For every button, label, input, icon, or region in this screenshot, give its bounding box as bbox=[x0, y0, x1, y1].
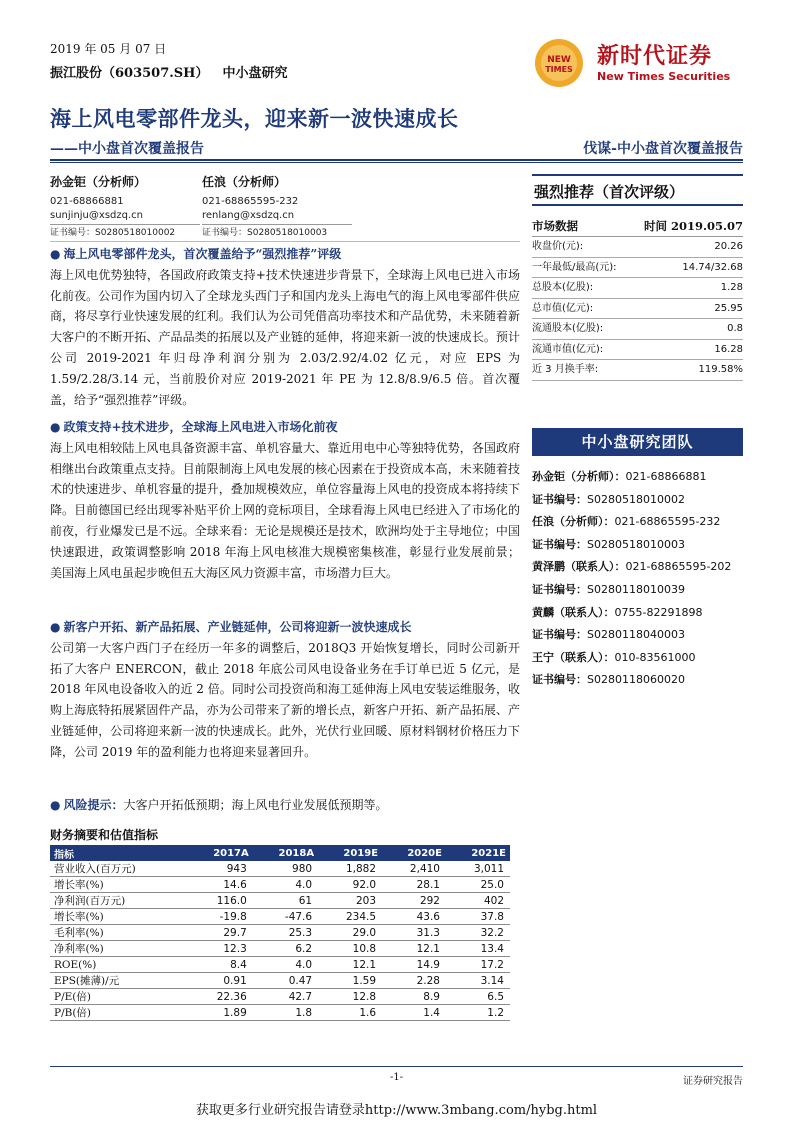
team-member-value: 021-68865595-202 bbox=[625, 560, 732, 574]
table-cell: 净利率(%) bbox=[50, 941, 187, 957]
table-cell: 22.36 bbox=[187, 989, 252, 1005]
table-row bbox=[50, 1005, 510, 1021]
new-times-logo-icon bbox=[533, 37, 585, 89]
footer-report-type: 证券研究报告 bbox=[683, 1076, 743, 1087]
table-row bbox=[50, 893, 510, 909]
report-category: 中小盘研究 bbox=[222, 66, 288, 81]
section-divider bbox=[50, 241, 520, 242]
table-header-cell: 2021E bbox=[446, 845, 510, 861]
logo-chinese-name: 新时代证券 bbox=[597, 43, 713, 69]
table-cell: 8.4 bbox=[187, 957, 252, 973]
risk-label: ● 风险提示： bbox=[50, 798, 124, 812]
team-line bbox=[532, 511, 743, 534]
market-data-value: 1.28 bbox=[720, 282, 743, 293]
market-data-time: 时间 2019.05.07 bbox=[643, 219, 743, 233]
team-member-value: S0280118060020 bbox=[587, 673, 685, 687]
risk-text: 大客户开拓低预期；海上风电行业发展低预期等。 bbox=[123, 798, 388, 812]
team-member-label: 任浪（分析师）： bbox=[532, 515, 615, 529]
table-header-cell: 2020E bbox=[382, 845, 446, 861]
team-member-value: S0280518010002 bbox=[587, 492, 685, 506]
team-line bbox=[532, 647, 743, 670]
team-member-label: 证书编号： bbox=[532, 537, 587, 551]
table-header-cell: 指标 bbox=[50, 845, 187, 861]
market-data-value: 119.58% bbox=[698, 364, 743, 375]
table-cell: 增长率(%) bbox=[50, 877, 187, 893]
market-data-row bbox=[532, 258, 743, 279]
market-data-value: 14.74/32.68 bbox=[682, 261, 743, 273]
table-cell: 0.47 bbox=[253, 973, 318, 989]
team-member-label: 证书编号： bbox=[532, 628, 587, 642]
team-line bbox=[532, 466, 743, 489]
table-cell: 943 bbox=[187, 861, 252, 877]
team-line bbox=[532, 534, 743, 557]
table-cell: 42.7 bbox=[253, 989, 318, 1005]
table-cell: 980 bbox=[253, 861, 318, 877]
table-cell: 61 bbox=[253, 893, 318, 909]
market-data-row bbox=[532, 299, 743, 320]
team-title: 中小盘研究团队 bbox=[532, 428, 743, 456]
table-cell: 2,410 bbox=[382, 861, 446, 877]
table-cell: 92.0 bbox=[318, 877, 382, 893]
table-cell: 116.0 bbox=[187, 893, 252, 909]
table-cell: -47.6 bbox=[253, 909, 318, 925]
analyst-email[interactable]: sunjinju@xsdzq.cn bbox=[50, 210, 143, 221]
title-divider bbox=[50, 159, 743, 161]
table-row bbox=[50, 957, 510, 973]
table-cell: 25.3 bbox=[253, 925, 318, 941]
market-data-row bbox=[532, 340, 743, 361]
table-cell: 402 bbox=[446, 893, 510, 909]
bullet-icon: ● bbox=[50, 247, 61, 261]
market-data-value: 20.26 bbox=[714, 241, 743, 252]
team-member-value: S0280518010003 bbox=[587, 537, 685, 551]
market-data-value: 0.8 bbox=[727, 323, 743, 334]
report-date: 2019 年 05 月 07 日 bbox=[50, 42, 167, 56]
table-cell: 1.4 bbox=[382, 1005, 446, 1021]
table-cell: 29.7 bbox=[187, 925, 252, 941]
team-member-value: 0755-82291898 bbox=[614, 605, 703, 619]
table-cell: 2.28 bbox=[382, 973, 446, 989]
risk-warning bbox=[50, 796, 388, 813]
analyst-cert: 证书编号：S0280518010002 bbox=[50, 224, 200, 240]
market-data-row bbox=[532, 278, 743, 299]
team-member-label: 黄麟（联系人）： bbox=[532, 605, 615, 619]
table-cell: 43.6 bbox=[382, 909, 446, 925]
page-number: -1- bbox=[390, 1072, 404, 1083]
team-member-label: 证书编号： bbox=[532, 673, 587, 687]
market-data-label: 总市值(亿元): bbox=[532, 302, 594, 314]
team-member-label: 孙金钜（分析师）： bbox=[532, 470, 626, 483]
table-cell: 29.0 bbox=[318, 925, 382, 941]
table-cell: 12.1 bbox=[382, 941, 446, 957]
analyst-cert: 证书编号：S0280518010003 bbox=[202, 224, 352, 240]
table-row bbox=[50, 973, 510, 989]
table-cell: 4.0 bbox=[253, 877, 318, 893]
market-data-label: 收盘价(元): bbox=[532, 241, 584, 252]
team-list bbox=[532, 466, 743, 692]
rating-text: 强烈推荐（首次评级） bbox=[534, 183, 685, 201]
table-cell: 12.3 bbox=[187, 941, 252, 957]
table-header-cell: 2017A bbox=[187, 845, 252, 861]
market-data-value: 16.28 bbox=[714, 343, 743, 355]
section-body: 海上风电优势独特，各国政府政策支持+技术快速进步背景下，全球海上风电已进入市场化前夜。公司作为国内切入了全球龙头西门子和国内龙头上海电气的海上风电零部件供应商，将尽享行业快速发展的红利。我们认为公司凭借高功率技术和产品优势，未来随着新大客户的不断开拓、产品品类的拓展以及产业链的延伸，将迎来新一波的快速成长。预计公司 2019-2021 年归母净利润分别为 2.03/2.92/4.02 亿元，对应 EPS 为 1.59/2.28/3.14 元，当前股价对应 2019-2021 年 PE 为 12.8/8.9/6.5 倍。首次覆盖，给予“强烈推荐”评级。 bbox=[50, 267, 520, 407]
table-cell: P/B(倍) bbox=[50, 1005, 187, 1021]
table-cell: ROE(%) bbox=[50, 957, 187, 973]
brokerage-logo bbox=[533, 35, 748, 90]
team-line bbox=[532, 669, 743, 692]
company-name: 振江股份（603507.SH） bbox=[50, 66, 209, 81]
table-cell: P/E(倍) bbox=[50, 989, 187, 1005]
table-cell: 1.6 bbox=[318, 1005, 382, 1021]
table-cell: 3.14 bbox=[446, 973, 510, 989]
bullet-icon: ● bbox=[50, 420, 61, 434]
team-member-value: 021-68866881 bbox=[625, 470, 707, 483]
section-heading: ● 新客户开拓、新产品拓展、产业链延伸，公司将迎新一波快速成长 bbox=[50, 620, 412, 634]
team-member-value: 010-83561000 bbox=[614, 650, 696, 664]
table-cell: 10.8 bbox=[318, 941, 382, 957]
table-header-cell: 2019E bbox=[318, 845, 382, 861]
report-series: 伐谋-中小盘首次覆盖报告 bbox=[583, 141, 743, 157]
financials-title: 财务摘要和估值指标 bbox=[50, 828, 159, 842]
table-cell: 1.59 bbox=[318, 973, 382, 989]
table-cell: 292 bbox=[382, 893, 446, 909]
analyst-name: 任浪（分析师） bbox=[202, 175, 287, 189]
market-data-title: 市场数据 bbox=[532, 219, 578, 233]
table-cell: EPS(摊薄)/元 bbox=[50, 973, 187, 989]
table-row bbox=[50, 877, 510, 893]
table-header-cell: 2018A bbox=[253, 845, 318, 861]
market-data-row bbox=[532, 360, 743, 381]
team-member-label: 证书编号： bbox=[532, 582, 587, 596]
table-cell: 1,882 bbox=[318, 861, 382, 877]
table-cell: 1.89 bbox=[187, 1005, 252, 1021]
table-row bbox=[50, 861, 510, 877]
table-cell: 1.2 bbox=[446, 1005, 510, 1021]
market-data-label: 近 3 月换手率: bbox=[532, 364, 599, 375]
market-data-row bbox=[532, 319, 743, 340]
table-cell: 6.5 bbox=[446, 989, 510, 1005]
table-cell: 25.0 bbox=[446, 877, 510, 893]
table-cell: 14.9 bbox=[382, 957, 446, 973]
rating-box bbox=[532, 174, 743, 206]
market-data-label: 流通股本(亿股): bbox=[532, 323, 604, 334]
market-data-label: 流通市值(亿元): bbox=[532, 343, 604, 355]
table-cell: 3,011 bbox=[446, 861, 510, 877]
table-header-row bbox=[50, 845, 510, 861]
bullet-icon: ● bbox=[50, 620, 61, 634]
table-row bbox=[50, 989, 510, 1005]
analyst-name: 孙金钜（分析师） bbox=[50, 175, 147, 189]
team-line bbox=[532, 556, 743, 579]
table-cell: 净利润(百万元) bbox=[50, 893, 187, 909]
table-cell: 8.9 bbox=[382, 989, 446, 1005]
table-cell: 12.8 bbox=[318, 989, 382, 1005]
analyst-card bbox=[50, 173, 200, 240]
team-member-value: S0280118040003 bbox=[587, 628, 685, 642]
market-data-value: 25.95 bbox=[714, 302, 743, 314]
team-line bbox=[532, 489, 743, 512]
table-cell: 13.4 bbox=[446, 941, 510, 957]
table-cell: 14.6 bbox=[187, 877, 252, 893]
section-growth bbox=[50, 617, 520, 763]
table-cell: 毛利率(%) bbox=[50, 925, 187, 941]
table-cell: 1.8 bbox=[253, 1005, 318, 1021]
table-cell: 28.1 bbox=[382, 877, 446, 893]
download-link[interactable]: 获取更多行业研究报告请登录http://www.3mbang.com/hybg.html bbox=[195, 1103, 598, 1118]
table-cell: -19.8 bbox=[187, 909, 252, 925]
table-cell: 4.0 bbox=[253, 957, 318, 973]
report-title: 海上风电零部件龙头，迎来新一波快速成长 bbox=[50, 106, 459, 131]
section-rating bbox=[50, 241, 520, 410]
market-data-label: 一年最低/最高(元): bbox=[532, 261, 617, 273]
team-member-value: 021-68865595-232 bbox=[614, 515, 721, 529]
financials-table bbox=[50, 845, 510, 1021]
team-member-label: 王宁（联系人）： bbox=[532, 650, 615, 664]
footer-divider bbox=[50, 1066, 743, 1067]
team-member-label: 证书编号： bbox=[532, 492, 587, 506]
table-cell: 增长率(%) bbox=[50, 909, 187, 925]
table-cell: 营业收入(百万元) bbox=[50, 861, 187, 877]
team-line bbox=[532, 602, 743, 625]
logo-english-name: New Times Securities bbox=[597, 70, 731, 83]
table-cell: 17.2 bbox=[446, 957, 510, 973]
market-data-row bbox=[532, 237, 743, 258]
team-member-value: S0280118010039 bbox=[587, 582, 685, 596]
report-subtitle: ——中小盘首次覆盖报告 bbox=[50, 141, 204, 157]
table-cell: 12.1 bbox=[318, 957, 382, 973]
section-body: 海上风电相较陆上风电具备资源丰富、单机容量大、靠近用电中心等独特优势，各国政府相继出台政策重点支持。目前限制海上风电发展的核心因素在于投资成本高，未来随着技术的快速进步、单机容量的提升，叠加规模效应，单位容量海上风电的投资成本将持续下降。目前德国已经出现零补贴平价上网的竞标项目，全球看海上风电已经进入了市场化的前夜，行业爆发已是不远。全球来看：无论是规模还是技术，欧洲均处于主导地位；中国快速跟进，政策调整影响 2018 年海上风电核准大规模密集核准，彰显行业发展前景；美国海上风电虽起步晚但五大海区风力资源丰富，市场潜力巨大。 bbox=[50, 440, 520, 580]
section-heading: ● 海上风电零部件龙头，首次覆盖给予“强烈推荐”评级 bbox=[50, 247, 342, 261]
title-divider-thin bbox=[50, 162, 743, 163]
analyst-card bbox=[202, 173, 352, 240]
market-data bbox=[532, 218, 743, 381]
table-row bbox=[50, 909, 510, 925]
table-cell: 6.2 bbox=[253, 941, 318, 957]
svg-text:NEW: NEW bbox=[547, 55, 571, 65]
section-industry bbox=[50, 417, 520, 583]
market-data-header bbox=[532, 218, 743, 237]
table-cell: 0.91 bbox=[187, 973, 252, 989]
table-cell: 234.5 bbox=[318, 909, 382, 925]
team-member-label: 黄泽鹏（联系人）： bbox=[532, 560, 626, 574]
analyst-phone: 021-68865595-232 bbox=[202, 196, 299, 207]
market-data-label: 总股本(亿股): bbox=[532, 282, 594, 293]
table-cell: 203 bbox=[318, 893, 382, 909]
svg-text:TIMES: TIMES bbox=[545, 65, 573, 74]
analyst-email[interactable]: renlang@xsdzq.cn bbox=[202, 210, 295, 221]
team-line bbox=[532, 624, 743, 647]
table-row bbox=[50, 925, 510, 941]
analyst-phone: 021-68866881 bbox=[50, 196, 124, 207]
table-cell: 32.2 bbox=[446, 925, 510, 941]
table-cell: 31.3 bbox=[382, 925, 446, 941]
table-cell: 37.8 bbox=[446, 909, 510, 925]
company-line bbox=[50, 62, 302, 81]
table-row bbox=[50, 941, 510, 957]
section-heading: ● 政策支持+技术进步，全球海上风电进入市场化前夜 bbox=[50, 420, 338, 434]
section-body: 公司第一大客户西门子在经历一年多的调整后，2018Q3 开始恢复增长，同时公司新开拓了大客户 ENERCON，截止 2018 年底公司风电设备业务在手订单已近 5 亿元，是 2018 年风电设备收入的近 2 倍。同时公司投资尚和海工延伸海上风电安装运维服务，收购上海底特拓展紧固件产品，亦为公司带来了新的增长点，新客户开拓、新产品拓展、产业链延伸，公司将迎来新一波的快速成长。此外，光伏行业回暖、原材料钢材价格压力下降，公司 2019 年的盈利能力也将迎来显著回升。 bbox=[50, 640, 520, 759]
bullet-icon: ● bbox=[50, 798, 61, 812]
team-line bbox=[532, 579, 743, 602]
